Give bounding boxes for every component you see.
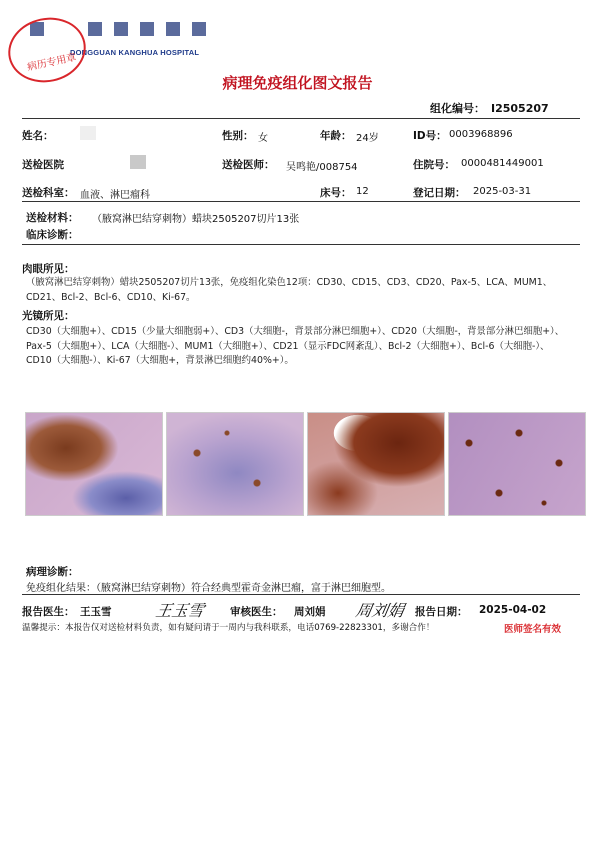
age-label: 年龄： bbox=[320, 130, 352, 142]
name-redacted bbox=[80, 126, 96, 140]
dept-label: 送检科室： bbox=[22, 187, 75, 199]
id-value: 0003968896 bbox=[449, 129, 513, 140]
ihc-image-4 bbox=[448, 412, 586, 516]
bed-label: 床号： bbox=[320, 187, 352, 199]
divider bbox=[22, 201, 580, 202]
divider bbox=[22, 118, 580, 119]
report-doctor-name: 王玉雪 bbox=[80, 606, 112, 618]
gross-text: （腋窝淋巴结穿刺物）蜡块2505207切片13张，免疫组化染色12项：CD30、CD15、CD3、CD20、Pax-5、LCA、MUM1、CD21、Bcl-2、Bcl-6、CD10、Ki-67。 bbox=[26, 277, 553, 303]
clinical-diagnosis-label: 临床诊断： bbox=[26, 229, 79, 241]
review-doctor-signature: 周刘娟 bbox=[354, 601, 406, 620]
divider bbox=[22, 594, 580, 595]
gender-label: 性别： bbox=[222, 130, 254, 142]
inpatient-value: 0000481449001 bbox=[461, 158, 544, 169]
diagnosis-label: 病理诊断： bbox=[26, 566, 79, 578]
material-label: 送检材料： bbox=[26, 212, 79, 224]
diagnosis-text: 免疫组化结果：（腋窝淋巴结穿刺物）符合经典型霍奇金淋巴瘤，富于淋巴细胞型。 bbox=[26, 583, 391, 594]
dept-value: 血液、淋巴瘤科 bbox=[80, 190, 150, 201]
review-doctor-label: 审核医生： bbox=[230, 606, 283, 618]
footer-note: 温馨提示：本报告仅对送检材料负责，如有疑问请于一周内与我科联系，电话0769-22823301，多谢合作！ bbox=[22, 623, 435, 633]
hospital-label: 送检医院 bbox=[22, 159, 64, 171]
material-value: （腋窝淋巴结穿刺物）蜡块2505207切片13张 bbox=[92, 214, 300, 225]
id-label: ID号： bbox=[413, 130, 447, 142]
ihc-image-1 bbox=[25, 412, 163, 516]
report-doctor-signature: 王玉雪 bbox=[154, 601, 206, 620]
reg-date-value: 2025-03-31 bbox=[473, 186, 532, 197]
report-doctor-label: 报告医生： bbox=[22, 606, 75, 618]
hospital-redacted bbox=[130, 155, 146, 169]
block-number: 组化编号： I2505207 bbox=[430, 102, 549, 115]
review-doctor-name: 周刘娟 bbox=[294, 606, 326, 618]
micro-label: 光镜所见： bbox=[22, 310, 75, 322]
inpatient-label: 住院号： bbox=[413, 159, 455, 171]
bed-value: 12 bbox=[356, 186, 369, 197]
doctor-value: 吴鸣艳/008754 bbox=[286, 162, 358, 173]
gross-label: 肉眼所见： bbox=[22, 263, 75, 275]
name-label: 姓名： bbox=[22, 130, 54, 142]
ihc-image-2 bbox=[166, 412, 304, 516]
hospital-name-en: DONGGUAN KANGHUA HOSPITAL bbox=[70, 48, 200, 57]
micro-text: CD30（大细胞+）、CD15（少量大细胞弱+）、CD3（大细胞-，背景部分淋巴细胞+）、CD20（大细胞-，背景部分淋巴细胞+）、Pax-5（大细胞+）、LCA（大细胞-）、MUM1（大细胞+）、CD21（显示FDC网紊乱）、Bcl-2（大细胞+）、Bcl-6（大细胞-）、CD10（大细胞-）、Ki-67（大细胞+，背景淋巴细胞约40%+）。 bbox=[26, 326, 565, 366]
report-date-label: 报告日期： bbox=[415, 606, 468, 618]
doctor-label: 送检医师： bbox=[222, 159, 275, 171]
report-title: 病理免疫组化图文报告 bbox=[222, 74, 373, 92]
signature-valid-note: 医师签名有效 bbox=[504, 624, 562, 635]
gender-value: 女 bbox=[258, 133, 268, 144]
age-value: 24岁 bbox=[356, 133, 379, 144]
ihc-image-3 bbox=[307, 412, 445, 516]
medical-record-stamp: 病历专用章 bbox=[2, 11, 92, 90]
divider bbox=[22, 244, 580, 245]
report-date-value: 2025-04-02 bbox=[479, 604, 547, 616]
reg-date-label: 登记日期： bbox=[413, 187, 466, 199]
